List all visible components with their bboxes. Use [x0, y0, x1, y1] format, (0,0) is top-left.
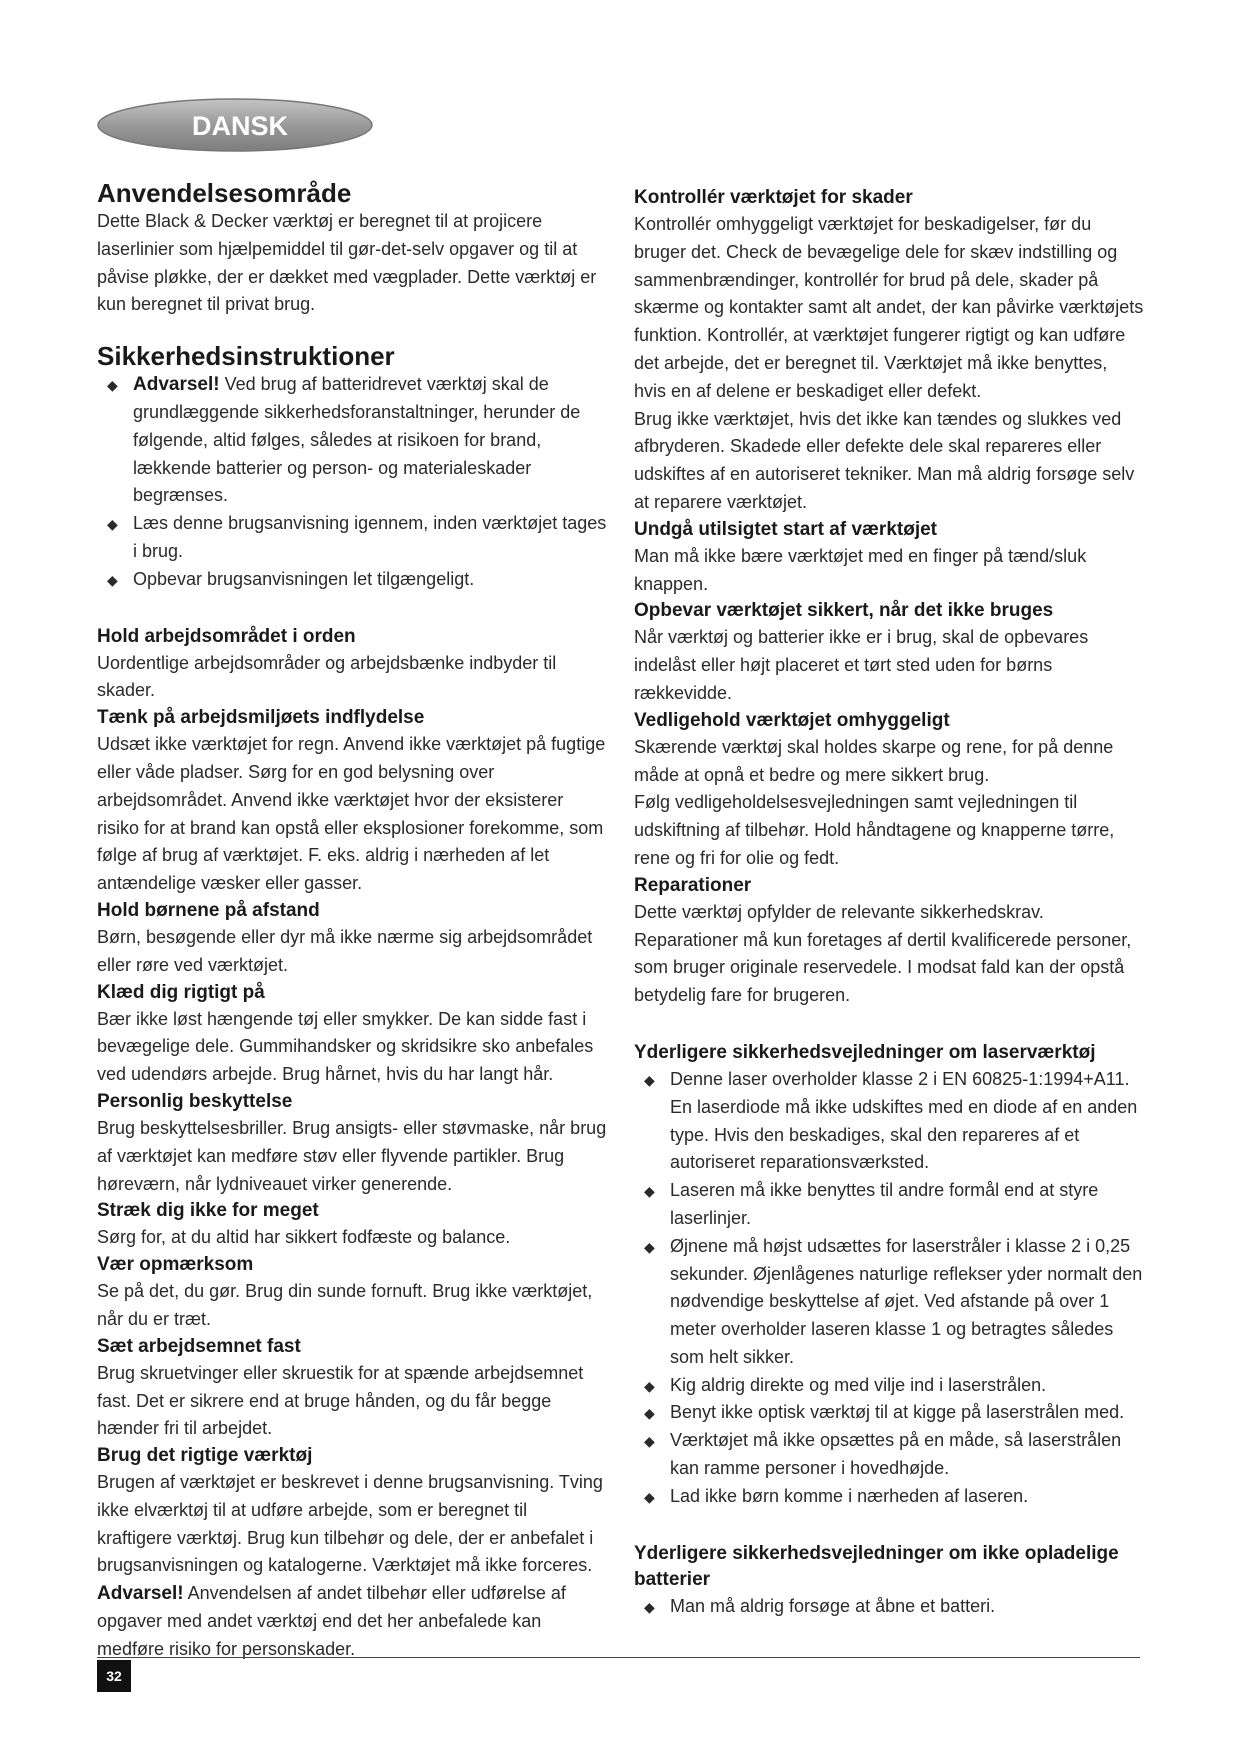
heading-vedligehold: Vedligehold værktøjet omhyggeligt — [634, 709, 950, 731]
heading-laser: Yderligere sikkerhedsvejledninger om laserværktøj — [634, 1041, 1096, 1063]
list-item-text: Læs denne brugsanvisning igennem, inden værktøjet tages i brug. — [133, 513, 607, 561]
heading-person: Personlig beskyttelse — [97, 1090, 293, 1112]
list-item-text: Øjnene må højst udsættes for laserstråler i klasse 2 i 0,25 sekunder. Øjenlågenes naturlige reflekser yder normalt den nødvendige beskyttelse af øjet. Ved afstande på over 1 meter overholder laseren klasse 1 og betragtes således som helt sikker. — [670, 1235, 1143, 1367]
paragraph-miljo: Udsæt ikke værktøjet for regn. Anvend ikke værktøjet på fugtige eller våde pladser. Sørg for en god belysning over arbejdsområdet. Anvend ikke værktøjet hvor der eksisterer risiko for at brand kan opstå eller eksplosioner forekomme, som følge af brug af værktøjet. F. eks. aldrig i nærheden af let antændelige væsker eller gasser. — [97, 734, 606, 894]
paragraph-kontrol: Kontrollér omhyggeligt værktøjet for beskadigelser, før du bruger det. Check de bevægelige dele for skæv indstilling og sammenbrændinger, kontrollér for brud på dele, skader på skærme og kontakter samt alt andet, der kan påvirke værktøjets funktion. Kontrollér, at værktøjet fungerer rigtigt og kan udføre det arbejde, det er beregnet til. Værktøjet må ikke benyttes, hvis en af delene er beskadiget eller defekt. — [634, 214, 1144, 401]
list-item-text: Opbevar brugsanvisningen let tilgængeligt. — [133, 568, 475, 589]
paragraph-reparationer-2: Reparationer må kun foretages af dertil kvalificerede personer, som bruger originale reservedele. I modsat fald kan der opstå betydelig fare for brugeren. — [634, 929, 1132, 1006]
list-item — [634, 1483, 1144, 1511]
heading-undga: Undgå utilsigtet start af værktøjet — [634, 518, 937, 540]
list-item-text: Lad ikke børn komme i nærheden af laseren. — [670, 1485, 1029, 1506]
diamond-bullet-icon: ◆ — [644, 1433, 655, 1450]
warning-lead: Advarsel! — [133, 374, 220, 396]
badge-label: DANSK — [191, 111, 289, 141]
list-item-text: Man må aldrig forsøge at åbne et batteri. — [670, 1595, 996, 1616]
diamond-bullet-icon: ◆ — [644, 1183, 655, 1200]
heading-saet: Sæt arbejdsemnet fast — [97, 1335, 301, 1357]
laser-bullet-list — [634, 1066, 1144, 1511]
diamond-bullet-icon: ◆ — [107, 377, 118, 394]
diamond-bullet-icon: ◆ — [644, 1071, 655, 1088]
list-item — [97, 371, 607, 510]
paragraph-anvendelse: Dette Black & Decker værktøj er beregnet til at projicere laserlinier som hjælpemiddel til gør-det-selv opgaver og til at påvise pløkke, der er dækket med vægplader. Dette værktøj er kun beregnet til privat brug. — [97, 211, 597, 315]
list-item-text: Laseren må ikke benyttes til andre formål end at styre laserlinjer. — [670, 1180, 1099, 1228]
list-item — [634, 1177, 1144, 1233]
paragraph-vedligehold: Skærende værktøj skal holdes skarpe og rene, for på denne måde at opnå et bedre og mere sikkert brug. — [634, 736, 1114, 785]
heading-batterier: Yderligere sikkerhedsvejledninger om ikke opladelige batterier — [634, 1542, 1119, 1590]
heading-opmaerksom: Vær opmærksom — [97, 1254, 254, 1276]
list-item — [634, 1427, 1144, 1483]
warning-lead: Advarsel! — [97, 1583, 184, 1605]
diamond-bullet-icon: ◆ — [644, 1238, 655, 1255]
battery-bullet-list — [634, 1593, 1144, 1621]
paragraph-person: Brug beskyttelsesbriller. Brug ansigts- eller støvmaske, når brug af værktøjet kan medføre støv eller flyvende partikler. Brug høreværn, når lydniveauet virker generende. — [97, 1117, 607, 1194]
section-title-sikkerhed: Sikkerhedsinstruktioner — [97, 341, 395, 372]
heading-straek: Stræk dig ikke for meget — [97, 1200, 319, 1222]
heading-born: Hold børnene på afstand — [97, 899, 320, 921]
paragraph-saet: Brug skruetvinger eller skruestik for at spænde arbejdsemnet fast. Det er sikrere end at bruge hånden, og du får begge hænder fri til arbejdet. — [97, 1362, 584, 1439]
list-item — [97, 510, 607, 566]
paragraph-brug: Brugen af værktøjet er beskrevet i denne brugsanvisning. Tving ikke elværktøj til at udføre arbejde, som er beregnet til kraftigere værktøj. Brug kun tilbehør og dele, der er anbefalet i brugsanvisningen og katalogerne. Værktøjet må ikke forceres. — [97, 1472, 603, 1576]
diamond-bullet-icon: ◆ — [644, 1405, 655, 1422]
diamond-bullet-icon: ◆ — [107, 516, 118, 533]
paragraph-advarsel — [97, 1580, 607, 1663]
diamond-bullet-icon: ◆ — [107, 571, 118, 588]
list-item-text: Benyt ikke optisk værktøj til at kigge på laserstrålen med. — [670, 1402, 1125, 1423]
section-title-anvendelse: Anvendelsesområde — [97, 178, 352, 208]
list-item — [634, 1372, 1144, 1400]
paragraph-advarsel-text: Anvendelsen af andet tilbehør eller udførelse af opgaver med andet værktøj end det her anbefalede kan medføre risiko for personskader. — [97, 1583, 566, 1659]
paragraph-reparationer: Dette værktøj opfylder de relevante sikkerhedskrav. — [634, 901, 1044, 922]
footer-divider — [97, 1657, 1140, 1658]
page-number: 32 — [97, 1660, 131, 1692]
left-column — [97, 178, 607, 1664]
heading-miljo: Tænk på arbejdsmiljøets indflydelse — [97, 707, 425, 729]
safety-bullet-list — [97, 371, 607, 593]
paragraph-vedligehold-2: Følg vedligeholdelsesvejledningen samt vejledningen til udskiftning af tilbehør. Hold håndtagene og knapperne tørre, rene og fri for olie og fedt. — [634, 792, 1115, 868]
paragraph-orden: Uordentlige arbejdsområder og arbejdsbænke indbyder til skader. — [97, 652, 557, 701]
paragraph-undga: Man må ikke bære værktøjet med en finger på tænd/sluk knappen. — [634, 545, 1087, 594]
diamond-bullet-icon: ◆ — [644, 1598, 655, 1615]
heading-klaed: Klæd dig rigtigt på — [97, 981, 265, 1003]
list-item — [97, 566, 607, 594]
list-item — [634, 1066, 1144, 1177]
list-item — [634, 1399, 1144, 1427]
heading-kontrol: Kontrollér værktøjet for skader — [634, 187, 913, 208]
diamond-bullet-icon: ◆ — [644, 1377, 655, 1394]
language-badge — [95, 95, 375, 155]
paragraph-klaed: Bær ikke løst hængende tøj eller smykker. De kan sidde fast i bevægelige dele. Gummihandsker og skridsikre sko anbefales ved udendørs arbejde. Brug hårnet, hvis du har langt hår. — [97, 1008, 594, 1085]
paragraph-opmaerksom: Se på det, du gør. Brug din sunde fornuft. Brug ikke værktøjet, når du er træt. — [97, 1281, 593, 1329]
paragraph-straek: Sørg for, at du altid har sikkert fodfæste og balance. — [97, 1227, 511, 1248]
paragraph-born: Børn, besøgende eller dyr må ikke nærme sig arbejdsområdet eller røre ved værktøjet. — [97, 926, 593, 975]
list-item-text: Denne laser overholder klasse 2 i EN 60825-1:1994+A11. En laserdiode må ikke udskiftes med en diode af en anden type. Hvis den beskadiges, skal den repareres af et autoriseret reparationsværksted. — [670, 1068, 1138, 1173]
paragraph-kontrol-2: Brug ikke værktøjet, hvis det ikke kan tændes og slukkes ved afbryderen. Skadede eller defekte dele skal repareres eller udskiftes af en autoriseret tekniker. Man må aldrig forsøge selv at reparere værktøjet. — [634, 408, 1135, 512]
list-item-text: Kig aldrig direkte og med vilje ind i laserstrålen. — [670, 1374, 1047, 1395]
heading-orden: Hold arbejdsområdet i orden — [97, 625, 356, 647]
heading-brug: Brug det rigtige værktøj — [97, 1445, 313, 1467]
paragraph-opbevar: Når værktøj og batterier ikke er i brug, skal de opbevares indelåst eller højt placeret et tørt sted uden for børns rækkevidde. — [634, 627, 1089, 703]
diamond-bullet-icon: ◆ — [644, 1488, 655, 1505]
heading-reparationer: Reparationer — [634, 874, 752, 896]
right-column — [634, 185, 1144, 1620]
list-item-text: Ved brug af batteridrevet værktøj skal de grundlæggende sikkerhedsforanstaltninger, herunder de følgende, altid følges, således at risikoen for brand, lækkende batterier og person- og materialeskader begrænses. — [133, 374, 581, 506]
list-item — [634, 1233, 1144, 1372]
list-item — [634, 1593, 1144, 1621]
list-item-text: Værktøjet må ikke opsættes på en måde, så laserstrålen kan ramme personer i hovedhøjde. — [670, 1430, 1122, 1479]
heading-opbevar: Opbevar værktøjet sikkert, når det ikke bruges — [634, 600, 1054, 622]
